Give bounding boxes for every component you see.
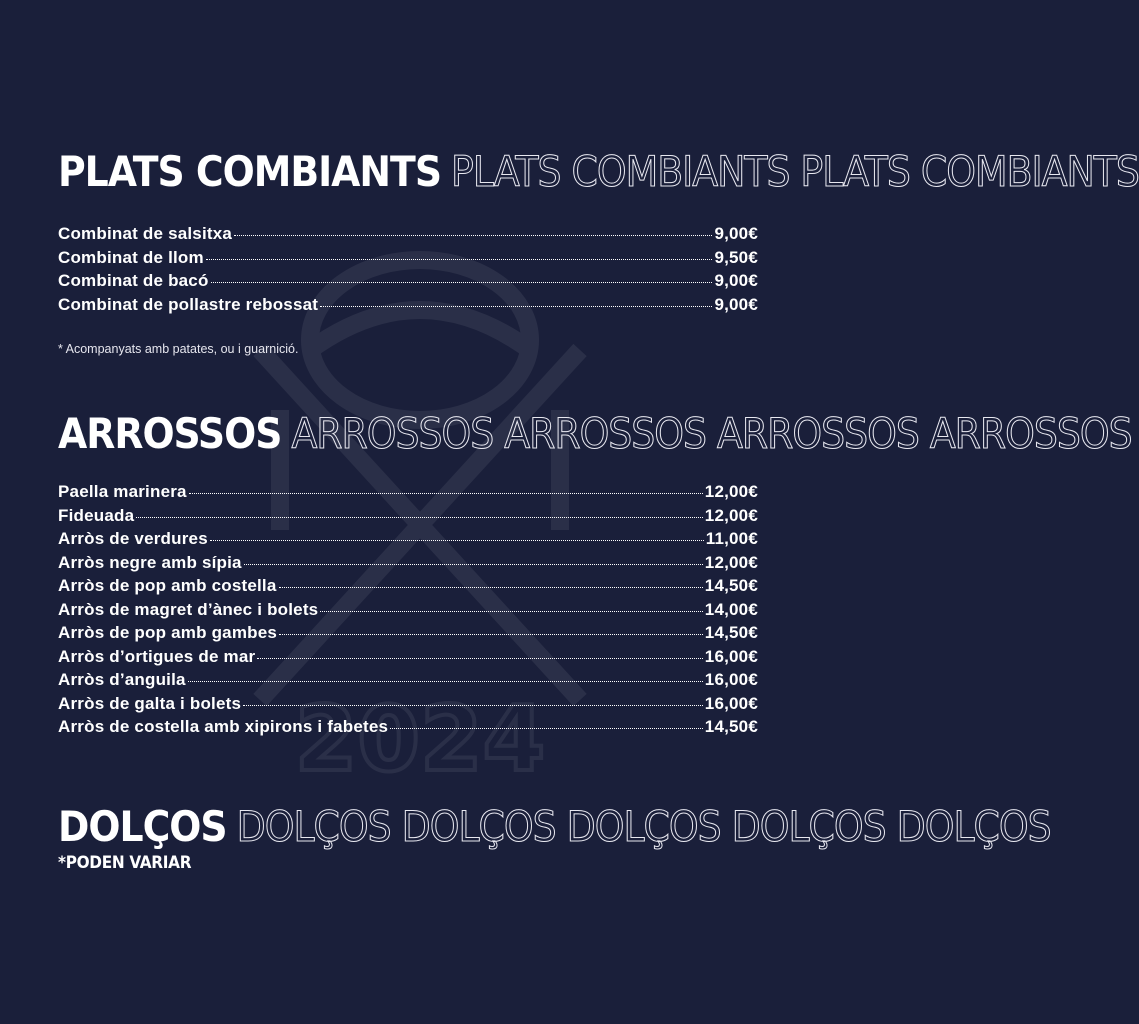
leader-dots	[211, 282, 713, 283]
leader-dots	[279, 634, 703, 635]
heading-title: ARROSSOS	[58, 409, 282, 458]
heading-repeat: DOLÇOS DOLÇOS DOLÇOS DOLÇOS DOLÇOS	[236, 802, 1051, 851]
menu-item-name: Combinat de llom	[58, 247, 204, 267]
menu-item-price: 16,00€	[704, 646, 758, 666]
leader-dots	[188, 681, 703, 682]
menu-item-price: 16,00€	[704, 693, 758, 713]
menu-item-price: 12,00€	[704, 482, 758, 501]
dolcos-subtitle: *PODEN VARIAR	[58, 853, 192, 873]
leader-dots	[244, 564, 703, 565]
menu-item	[58, 647, 758, 671]
heading-repeat: PLATS COMBIANTS PLATS COMBIANTS	[451, 147, 1139, 196]
menu-item-name: Paella marinera	[58, 482, 187, 501]
menu-item-name: Arròs de galta i bolets	[58, 693, 242, 713]
menu-item-price: 14,50€	[704, 576, 758, 595]
menu-item-name: Fideuada	[58, 505, 135, 525]
heading-title: PLATS COMBIANTS	[58, 147, 442, 196]
leader-dots	[189, 493, 703, 494]
arrossos-list	[58, 482, 758, 741]
menu-item	[58, 623, 758, 647]
menu-item-price: 9,00€	[714, 271, 758, 290]
menu-item-name: Arròs de magret d’ànec i bolets	[58, 599, 319, 619]
plats-note: * Acompanyats amb patates, ou i guarnició.	[58, 342, 299, 356]
menu-item	[58, 529, 758, 553]
menu-item-name: Combinat de pollastre rebossat	[58, 294, 319, 314]
section-heading	[58, 409, 1132, 458]
menu-item-price: 16,00€	[704, 670, 758, 689]
menu-item-name: Combinat de salsitxa	[58, 224, 233, 243]
menu-item	[58, 248, 758, 272]
plats-list	[58, 224, 758, 318]
menu-item-price: 14,50€	[704, 717, 758, 736]
leader-dots	[279, 587, 703, 588]
menu-item	[58, 717, 758, 741]
menu-item-price: 9,50€	[714, 247, 758, 267]
section-heading	[58, 147, 1139, 196]
heading-repeat: ARROSSOS ARROSSOS ARROSSOS ARROSSOS	[291, 409, 1132, 458]
leader-dots	[234, 235, 712, 236]
section-heading	[58, 802, 1051, 851]
menu-item	[58, 576, 758, 600]
menu-item	[58, 506, 758, 530]
leader-dots	[390, 728, 703, 729]
leader-dots	[320, 611, 702, 612]
menu-item-name: Arròs de costella amb xipirons i fabetes	[58, 717, 389, 736]
leader-dots	[257, 658, 702, 659]
menu-item-price: 11,00€	[705, 529, 758, 548]
menu-item-name: Arròs d’anguila	[58, 670, 186, 689]
menu-item	[58, 224, 758, 248]
leader-dots	[320, 306, 712, 307]
menu-item	[58, 295, 758, 319]
menu-item-name: Combinat de bacó	[58, 271, 209, 290]
menu-item-price: 12,00€	[704, 505, 758, 525]
menu-item-price: 9,00€	[714, 294, 758, 314]
heading-title: DOLÇOS	[58, 802, 227, 851]
menu-item-name: Arròs de verdures	[58, 529, 208, 548]
leader-dots	[210, 540, 704, 541]
menu-item-name: Arròs d’ortigues de mar	[58, 646, 256, 666]
menu-item-price: 12,00€	[704, 552, 758, 572]
menu-item-price: 9,00€	[714, 224, 758, 243]
menu-item-name: Arròs negre amb sípia	[58, 552, 242, 572]
menu-item-name: Arròs de pop amb costella	[58, 576, 277, 595]
leader-dots	[243, 705, 703, 706]
menu-item	[58, 694, 758, 718]
menu-item-price: 14,50€	[704, 623, 758, 642]
menu-item	[58, 600, 758, 624]
menu-item	[58, 482, 758, 506]
leader-dots	[206, 259, 713, 260]
menu-item-name: Arròs de pop amb gambes	[58, 623, 278, 642]
menu-item-price: 14,00€	[704, 599, 758, 619]
leader-dots	[136, 517, 703, 518]
menu-item	[58, 553, 758, 577]
watermark-year: 2024	[294, 687, 546, 792]
menu-item	[58, 670, 758, 694]
menu-item	[58, 271, 758, 295]
